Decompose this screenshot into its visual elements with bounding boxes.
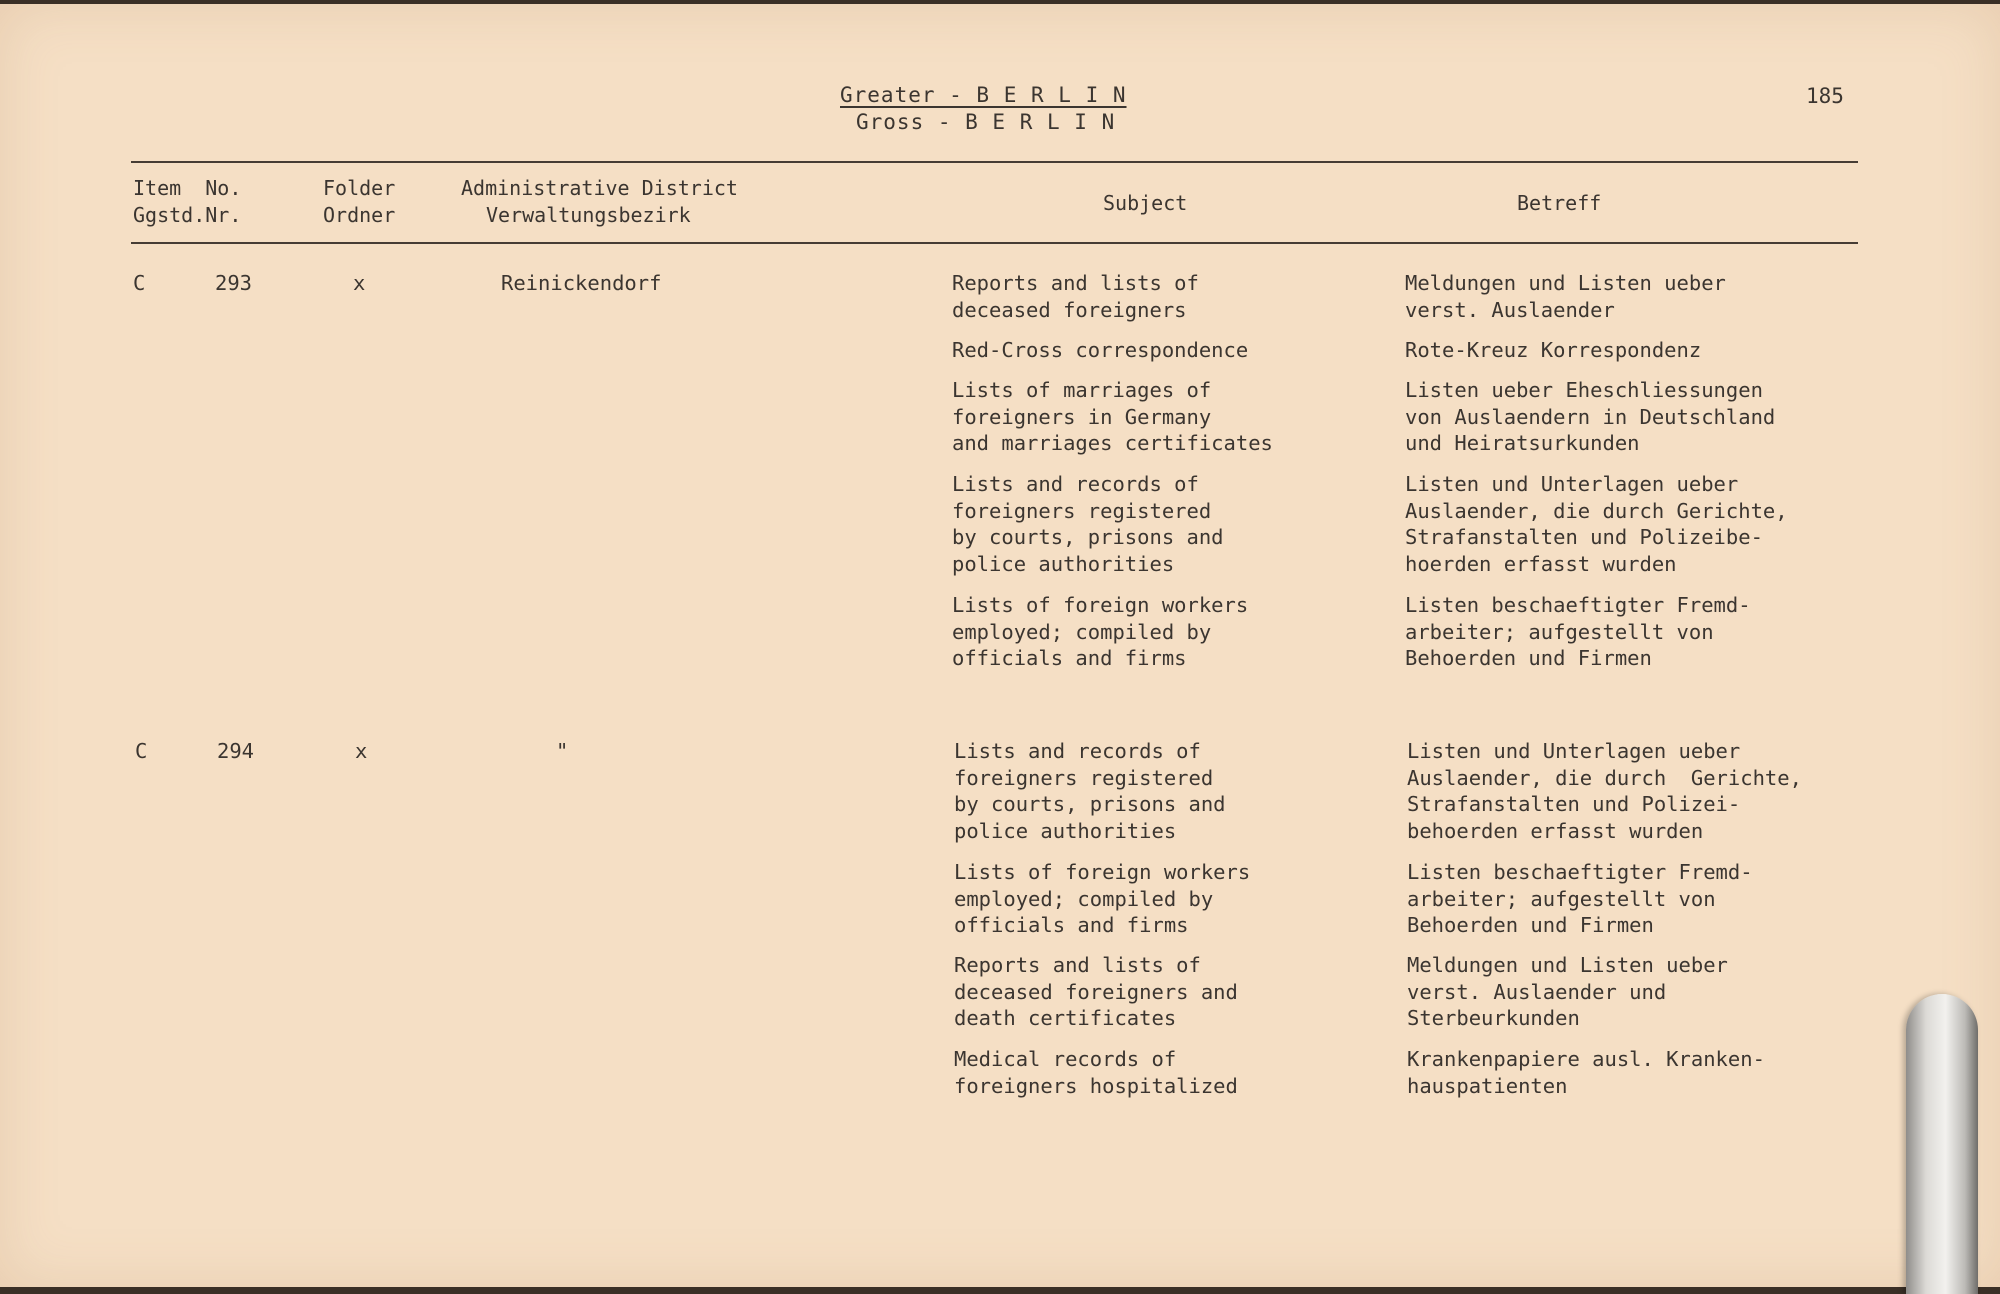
title-german: Gross - B E R L I N (856, 110, 1116, 134)
entry-293-betreff-1: Meldungen und Listen ueber verst. Auslaender (1405, 271, 1726, 322)
title-english: Greater - B E R L I N (840, 83, 1127, 107)
entry-293-betreff-5: Listen beschaeftigter Fremd- arbeiter; aufgestellt von Behoerden und Firmen (1405, 593, 1751, 670)
column-header-betreff: Betreff (1517, 191, 1602, 215)
entry-294-district-ditto: " (556, 739, 569, 763)
entry-293-betreff-2: Rote-Kreuz Korrespondenz (1405, 338, 1702, 362)
entry-294-folder: x (355, 739, 368, 763)
entry-293-district: Reinickendorf (501, 271, 662, 295)
entry-294-subject-3: Reports and lists of deceased foreigners and death certificates (954, 953, 1238, 1030)
entry-293-betreff-4: Listen und Unterlagen ueber Auslaender, die durch Gerichte, Strafanstalten und Polizeibe- hoerden erfasst wurden (1405, 472, 1788, 576)
document-page (0, 4, 2000, 1287)
entry-293-item: C (133, 271, 146, 295)
entry-293-number: 293 (215, 271, 253, 295)
entry-293-subject-3: Lists of marriages of foreigners in Germany and marriages certificates (952, 378, 1273, 455)
entry-294-betreff-3: Meldungen und Listen ueber verst. Auslaender und Sterbeurkunden (1407, 953, 1728, 1030)
entry-293-subject-1: Reports and lists of deceased foreigners (952, 271, 1199, 322)
column-header-folder-de: Ordner (323, 203, 396, 227)
entry-293-subject-2: Red-Cross correspondence (952, 338, 1249, 362)
column-header-district: Administrative District (461, 176, 738, 200)
entry-294-subject-1: Lists and records of foreigners registered by courts, prisons and police authorities (954, 739, 1226, 843)
entry-293-betreff-3: Listen ueber Eheschliessungen von Auslaendern in Deutschland und Heiratsurkunden (1405, 378, 1776, 455)
entry-294-subject-4: Medical records of foreigners hospitalized (954, 1047, 1238, 1098)
entry-294-item: C (135, 739, 148, 763)
entry-294-betreff-4: Krankenpapiere ausl. Kranken- hauspatienten (1407, 1047, 1765, 1098)
column-header-folder: Folder (323, 176, 396, 200)
entry-293-subject-5: Lists of foreign workers employed; compiled by officials and firms (952, 593, 1249, 670)
page-clip (1906, 994, 1978, 1294)
page-number: 185 (1806, 84, 1844, 108)
entry-294-betreff-1: Listen und Unterlagen ueber Auslaender, die durch Gerichte, Strafanstalten und Polizei- behoerden erfasst wurden (1407, 739, 1802, 843)
entry-294-betreff-2: Listen beschaeftigter Fremd- arbeiter; aufgestellt von Behoerden und Firmen (1407, 860, 1753, 937)
entry-294-number: 294 (217, 739, 255, 763)
entry-294-subject-2: Lists of foreign workers employed; compiled by officials and firms (954, 860, 1251, 937)
column-header-item-de: Ggstd.Nr. (133, 203, 242, 227)
entry-293-subject-4: Lists and records of foreigners registered by courts, prisons and police authorities (952, 472, 1224, 576)
column-header-subject: Subject (1103, 191, 1188, 215)
page-title (840, 82, 1127, 136)
column-header-item: Item No. (133, 176, 242, 200)
header-top-rule (131, 161, 1858, 163)
entry-293-folder: x (353, 271, 366, 295)
column-header-district-de: Verwaltungsbezirk (486, 203, 691, 227)
header-bottom-rule (131, 242, 1858, 244)
